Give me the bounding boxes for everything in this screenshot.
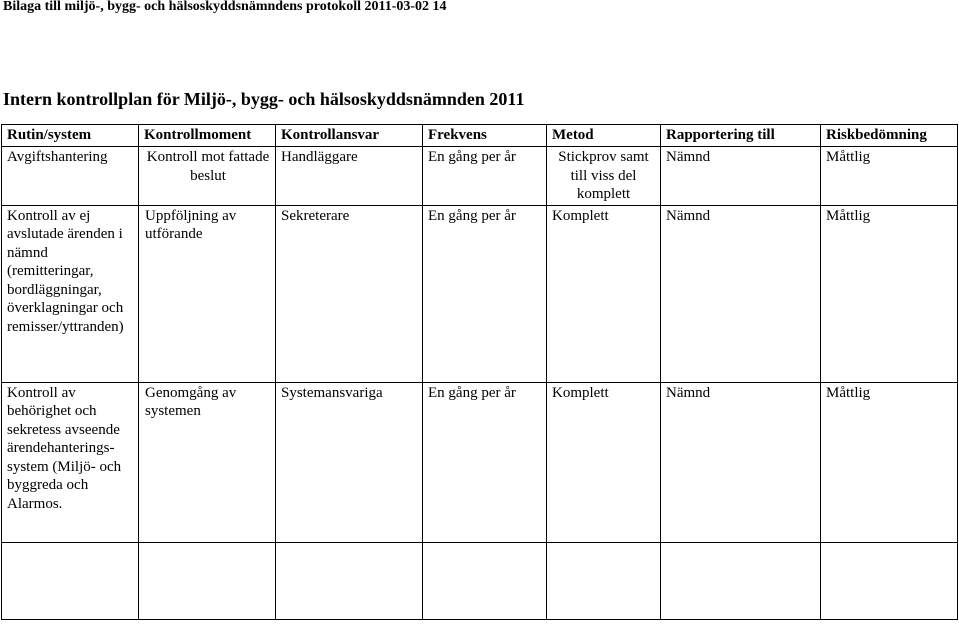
document-header: Bilaga till miljö-, bygg- och hälsoskyddsnämndens protokoll 2011-03-02 14 xyxy=(3,0,447,14)
cell-kontrollmoment xyxy=(139,542,276,619)
cell-kontrollmoment: Uppföljning av utförande xyxy=(139,205,276,382)
column-header-riskbedomning: Riskbedömning xyxy=(821,125,958,147)
cell-kontrollansvar: Sekreterare xyxy=(276,205,423,382)
cell-rapportering xyxy=(661,542,821,619)
cell-rutin: Kontroll av behörighet och sekretess avseende ärendehanterings-system (Miljö- och byggreda och Alarmos. xyxy=(2,382,139,542)
document-title: Intern kontrollplan för Miljö-, bygg- och hälsoskyddsnämnden 2011 xyxy=(3,89,525,109)
cell-kontrollmoment: Genomgång av systemen xyxy=(139,382,276,542)
cell-frekvens: En gång per år xyxy=(423,205,547,382)
cell-frekvens: En gång per år xyxy=(423,382,547,542)
cell-rapportering: Nämnd xyxy=(661,147,821,206)
cell-risk: Måttlig xyxy=(821,147,958,206)
cell-metod: Komplett xyxy=(547,382,661,542)
cell-risk: Måttlig xyxy=(821,205,958,382)
cell-rutin xyxy=(2,542,139,619)
cell-metod xyxy=(547,542,661,619)
cell-frekvens: En gång per år xyxy=(423,147,547,206)
cell-risk xyxy=(821,542,958,619)
cell-kontrollansvar: Systemansvariga xyxy=(276,382,423,542)
column-header-rapportering: Rapportering till xyxy=(661,125,821,147)
table-row-empty xyxy=(2,542,958,619)
cell-rapportering: Nämnd xyxy=(661,205,821,382)
cell-kontrollansvar xyxy=(276,542,423,619)
cell-rutin: Avgiftshantering xyxy=(2,147,139,206)
cell-metod: Stickprov samt till viss del komplett xyxy=(547,147,661,206)
cell-frekvens xyxy=(423,542,547,619)
cell-rutin: Kontroll av ej avslutade ärenden i nämnd (remitteringar, bordläggningar, överklagningar och remisser/yttranden) xyxy=(2,205,139,382)
control-plan-table xyxy=(1,124,958,620)
column-header-frekvens: Frekvens xyxy=(423,125,547,147)
column-header-rutin: Rutin/system xyxy=(2,125,139,147)
column-header-kontrollmoment: Kontrollmoment xyxy=(139,125,276,147)
column-header-kontrollansvar: Kontrollansvar xyxy=(276,125,423,147)
cell-rapportering: Nämnd xyxy=(661,382,821,542)
cell-metod: Komplett xyxy=(547,205,661,382)
cell-risk: Måttlig xyxy=(821,382,958,542)
cell-kontrollansvar: Handläggare xyxy=(276,147,423,206)
cell-kontrollmoment: Kontroll mot fattade beslut xyxy=(139,147,276,206)
table-row xyxy=(2,382,958,542)
table-row xyxy=(2,147,958,206)
table-row xyxy=(2,205,958,382)
table-header-row xyxy=(2,125,958,147)
column-header-metod: Metod xyxy=(547,125,661,147)
